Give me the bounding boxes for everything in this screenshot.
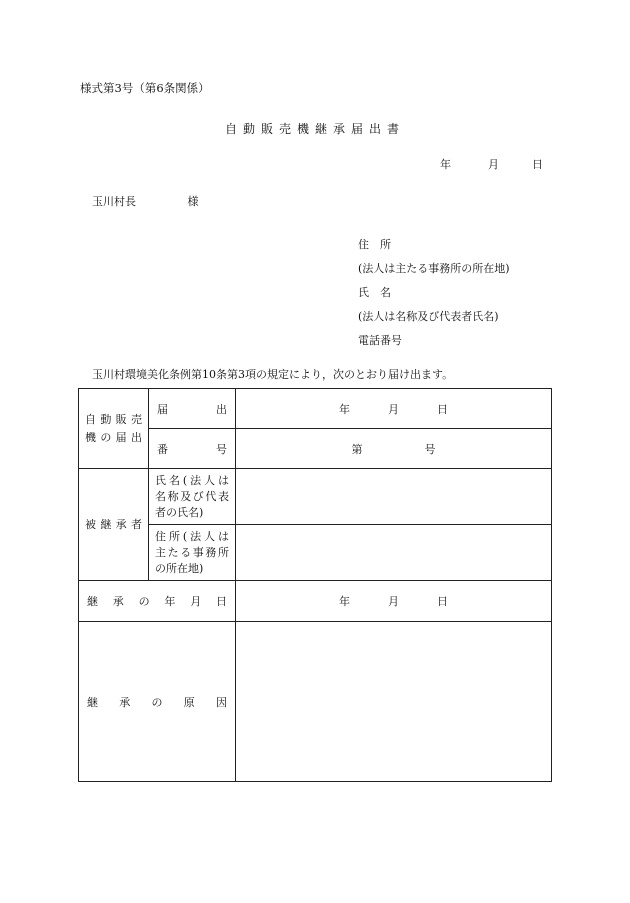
date-day: 日 xyxy=(532,158,543,171)
notification-number-field[interactable]: 第 号 xyxy=(236,429,552,469)
successor-address-field[interactable] xyxy=(236,525,552,581)
table-row xyxy=(79,389,552,429)
applicant-block xyxy=(358,233,510,353)
addressee-honorific: 様 xyxy=(187,195,199,208)
date-month: 月 xyxy=(488,158,499,171)
succession-reason-label: 継承の原因 xyxy=(79,622,236,782)
addressee-name: 玉川村長 xyxy=(92,195,136,208)
applicant-name-label: 氏 名 xyxy=(358,286,391,299)
successor-address-label: 住所(法人は 主たる事務所 の所在地) xyxy=(149,525,236,581)
successor-name-field[interactable] xyxy=(236,469,552,525)
successor-label: 被継承者 xyxy=(79,469,149,581)
document-title: 自動販売機継承届出書 xyxy=(224,122,405,136)
succession-date-label: 継承の年月日 xyxy=(79,581,236,622)
number-label: 番号 xyxy=(149,429,236,469)
applicant-address-note: (法人は主たる事務所の所在地) xyxy=(358,262,510,275)
applicant-phone-label: 電話番号 xyxy=(358,334,402,347)
applicant-address-label: 住 所 xyxy=(358,238,391,251)
notification-date-field[interactable]: 年 月 日 xyxy=(236,389,552,429)
table-row xyxy=(79,525,552,581)
succession-date-field[interactable]: 年 月 日 xyxy=(236,581,552,622)
submission-date xyxy=(440,156,543,172)
succession-reason-field[interactable] xyxy=(236,622,552,782)
vending-machine-notification-label: 自動販売 機の届出 xyxy=(79,389,149,469)
table-row xyxy=(79,622,552,782)
succession-form-table xyxy=(78,388,552,782)
intro-statement: 玉川村環境美化条例第10条第3項の規定により，次のとおり届け出ます。 xyxy=(92,368,454,381)
table-row xyxy=(79,581,552,622)
applicant-name-note: (法人は名称及び代表者氏名) xyxy=(358,310,499,323)
date-year: 年 xyxy=(440,158,451,171)
addressee xyxy=(92,193,199,209)
form-number: 様式第3号（第6条関係） xyxy=(80,81,210,95)
notification-label: 届出 xyxy=(149,389,236,429)
successor-name-label: 氏名(法人は 名称及び代表 者の氏名) xyxy=(149,469,236,525)
table-row xyxy=(79,469,552,525)
table-row xyxy=(79,429,552,469)
